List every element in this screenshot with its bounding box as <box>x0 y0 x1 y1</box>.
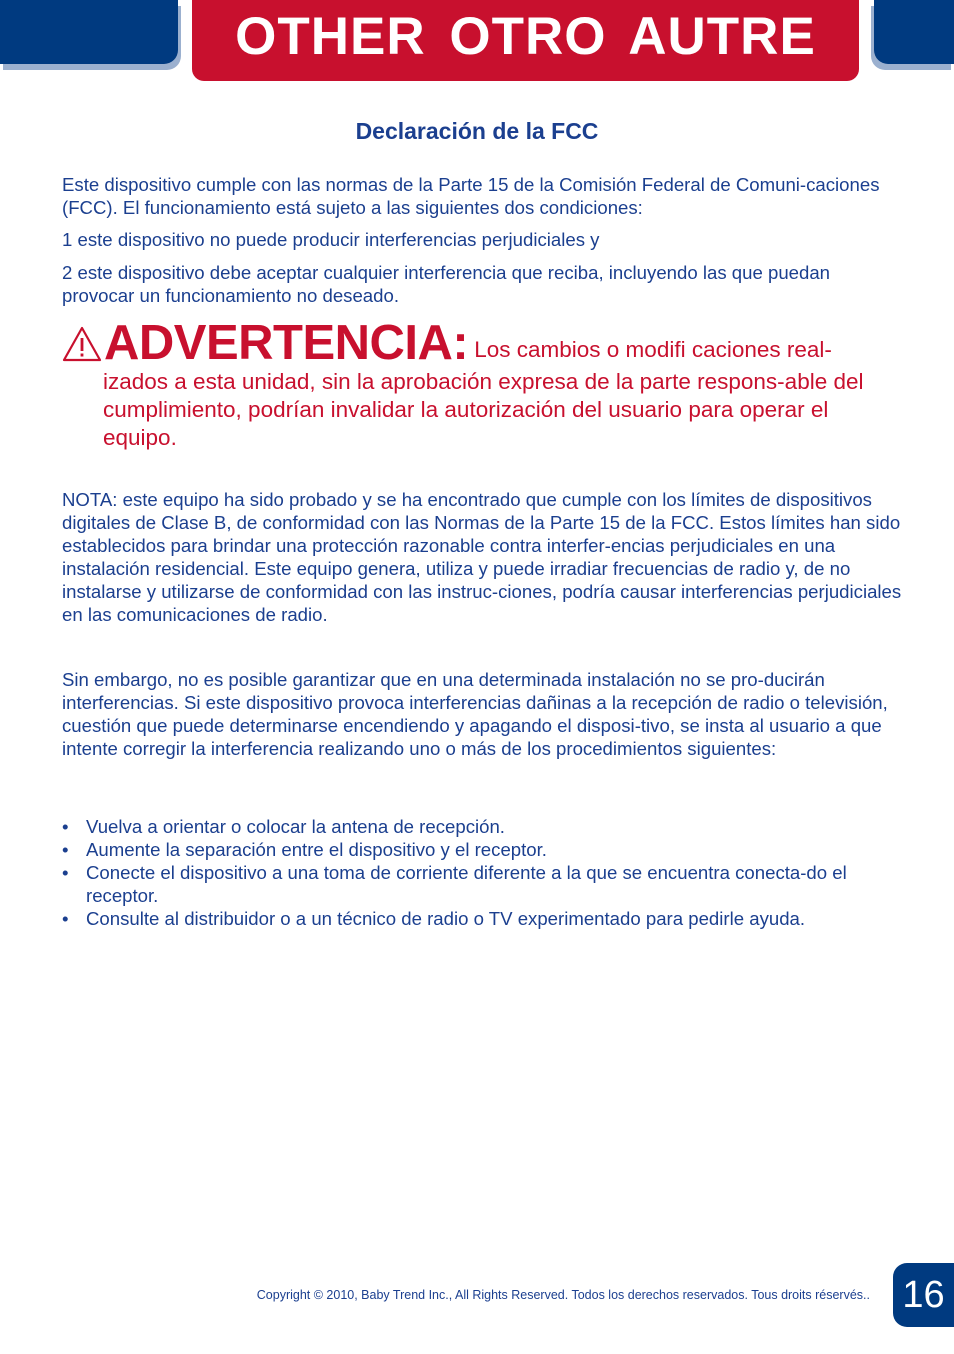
sin-embargo-paragraph: Sin embargo, no es posible garantizar que en una determinada instalación no se pro-ducirán interferencias. Si este dispositivo provoca interferencias dañinas a la recepción de radio o televisión, cuestión que puede determinarse encendiendo y apagando el disposi-tivo, se insta al usuario a que intente corregir la interferencia realizando uno o más de los procedimientos siguientes: <box>62 669 888 759</box>
list-item-text: Consulte al distribuidor o a un técnico de radio o TV experimentado para pedirle ayuda. <box>86 908 806 929</box>
list-item-text: Conecte el dispositivo a una toma de corriente diferente a la que se encuentra conecta-do el receptor. <box>86 862 847 906</box>
section-title: Declaración de la FCC <box>355 118 599 144</box>
nota-paragraph: NOTA: este equipo ha sido probado y se ha encontrado que cumple con los límites de dispositivos digitales de Clase B, de conformidad con las Normas de la Parte 15 de la FCC. Estos límites han sido establecidos para brindar una protección razonable contra interfer-encias perjudiciales en una instalación residencial. Este equipo genera, utiliza y puede irradiar frecuencias de radio y, de no instalarse y utilizarse de conformidad con las instruc-ciones, podría causar interferencias perjudiciales en las comunicaciones de radio. <box>62 489 902 625</box>
warning-triangle-icon <box>62 326 102 362</box>
bullet-marker: • <box>62 862 69 883</box>
intro-paragraph: Este dispositivo cumple con las normas de la Parte 15 de la Comisión Federal de Comuni-caciones (FCC). El funcionamiento está sujeto a las siguientes dos condiciones: <box>62 174 880 218</box>
header-tab-left <box>0 0 178 64</box>
page-number-box <box>893 1263 954 1327</box>
warning-text-first: Los cambios o modifi caciones real- <box>474 337 832 362</box>
warning-label: ADVERTENCIA: <box>104 316 469 370</box>
copyright-notice: Copyright © 2010, Baby Trend Inc., All Rights Reserved. Todos los derechos reservados. Tous droits réservés.. <box>256 1288 870 1302</box>
warning-block <box>62 318 922 452</box>
header-banner <box>192 0 859 81</box>
list-item-text: Aumente la separación entre el dispositivo y el receptor. <box>86 839 547 860</box>
header-tab-right <box>874 0 954 64</box>
recommendation-list <box>62 815 902 930</box>
warning-text-rest: izados a esta unidad, sin la aprobación expresa de la parte respons-able del cumplimiento, podrían invalidar la autorización del usuario para operar el equipo. <box>103 369 864 450</box>
list-item <box>62 815 902 838</box>
list-item <box>62 861 902 907</box>
condition-2: 2 este dispositivo debe aceptar cualquier interferencia que reciba, incluyendo las que puedan provocar un funcionamiento no deseado. <box>62 262 831 306</box>
header-title: OTHER OTRO AUTRE <box>235 7 816 66</box>
bullet-marker: • <box>62 816 69 837</box>
page-number: 16 <box>902 1274 945 1316</box>
condition-1: 1 este dispositivo no puede producir interferencias perjudiciales y <box>62 229 600 250</box>
list-item-text: Vuelva a orientar o colocar la antena de recepción. <box>86 816 505 837</box>
list-item <box>62 907 902 930</box>
bullet-marker: • <box>62 839 69 860</box>
bullet-marker: • <box>62 908 69 929</box>
list-item <box>62 838 902 861</box>
